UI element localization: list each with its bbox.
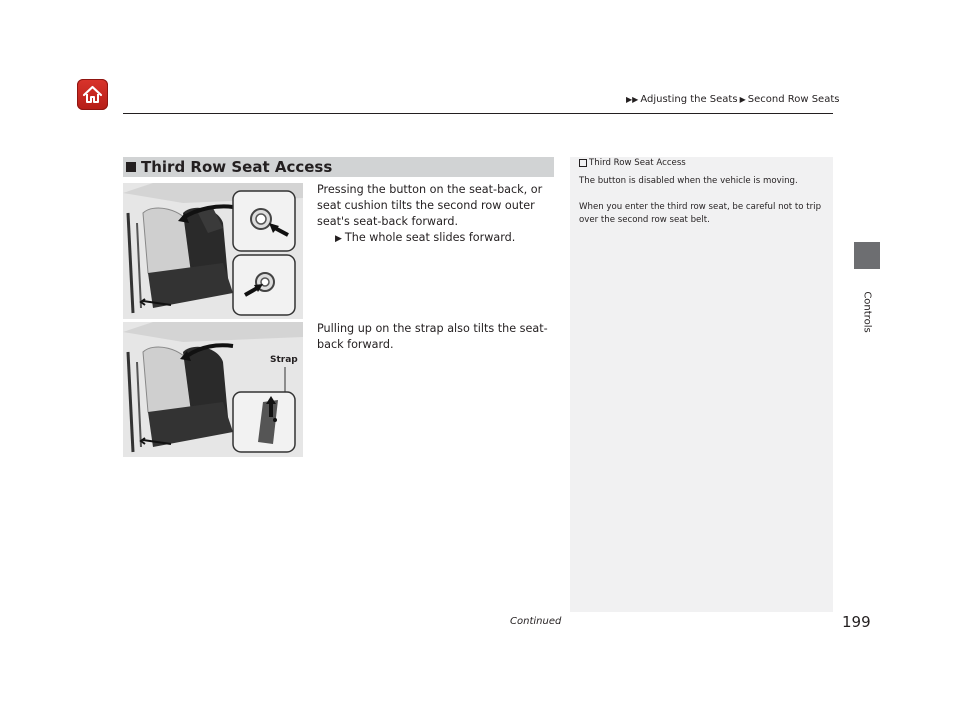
seat-strap-diagram [123, 322, 303, 457]
breadcrumb-item[interactable]: Second Row Seats [747, 94, 840, 105]
note-paragraph-2: When you enter the third row seat, be careful not to trip over the second row seat belt. [579, 202, 822, 225]
section-heading-bar [123, 157, 554, 177]
chapter-tab-marker[interactable] [854, 242, 880, 269]
instruction-subpoint-text: The whole seat slides forward. [344, 231, 516, 244]
strap-callout-label: Strap [270, 355, 298, 365]
home-button[interactable] [77, 79, 108, 110]
breadcrumb-arrow-icon: ▶▶ [626, 95, 639, 104]
note-title [579, 158, 686, 168]
note-title-text[interactable]: Third Row Seat Access [589, 158, 686, 168]
seat-strap-illustration [123, 322, 303, 457]
triangle-bullet-icon: ▶ [335, 234, 342, 244]
breadcrumb [626, 94, 839, 105]
note-paragraph-1: The button is disabled when the vehicle is moving. [579, 176, 798, 186]
instruction-text: Pressing the button on the seat-back, or seat cushion tilts the second row outer seat's seat-back forward. [317, 183, 543, 228]
note-bullet-icon [579, 159, 587, 167]
chapter-tab-label[interactable]: Controls [861, 291, 873, 333]
page-number: 199 [842, 613, 871, 631]
note-sidebar [570, 157, 833, 612]
header-divider [123, 113, 833, 114]
breadcrumb-item[interactable]: Adjusting the Seats [640, 94, 738, 105]
instruction-paragraph-1 [317, 182, 553, 247]
section-title: Third Row Seat Access [141, 158, 333, 176]
section-square-icon [126, 162, 136, 172]
breadcrumb-separator-icon: ▶ [739, 95, 746, 104]
seat-button-diagram [123, 183, 303, 319]
instruction-subpoint [317, 230, 553, 247]
continued-label: Continued [510, 616, 562, 627]
home-icon [82, 84, 103, 105]
seat-button-illustration [123, 183, 303, 319]
instruction-paragraph-2: Pulling up on the strap also tilts the seat-back forward. [317, 322, 548, 351]
